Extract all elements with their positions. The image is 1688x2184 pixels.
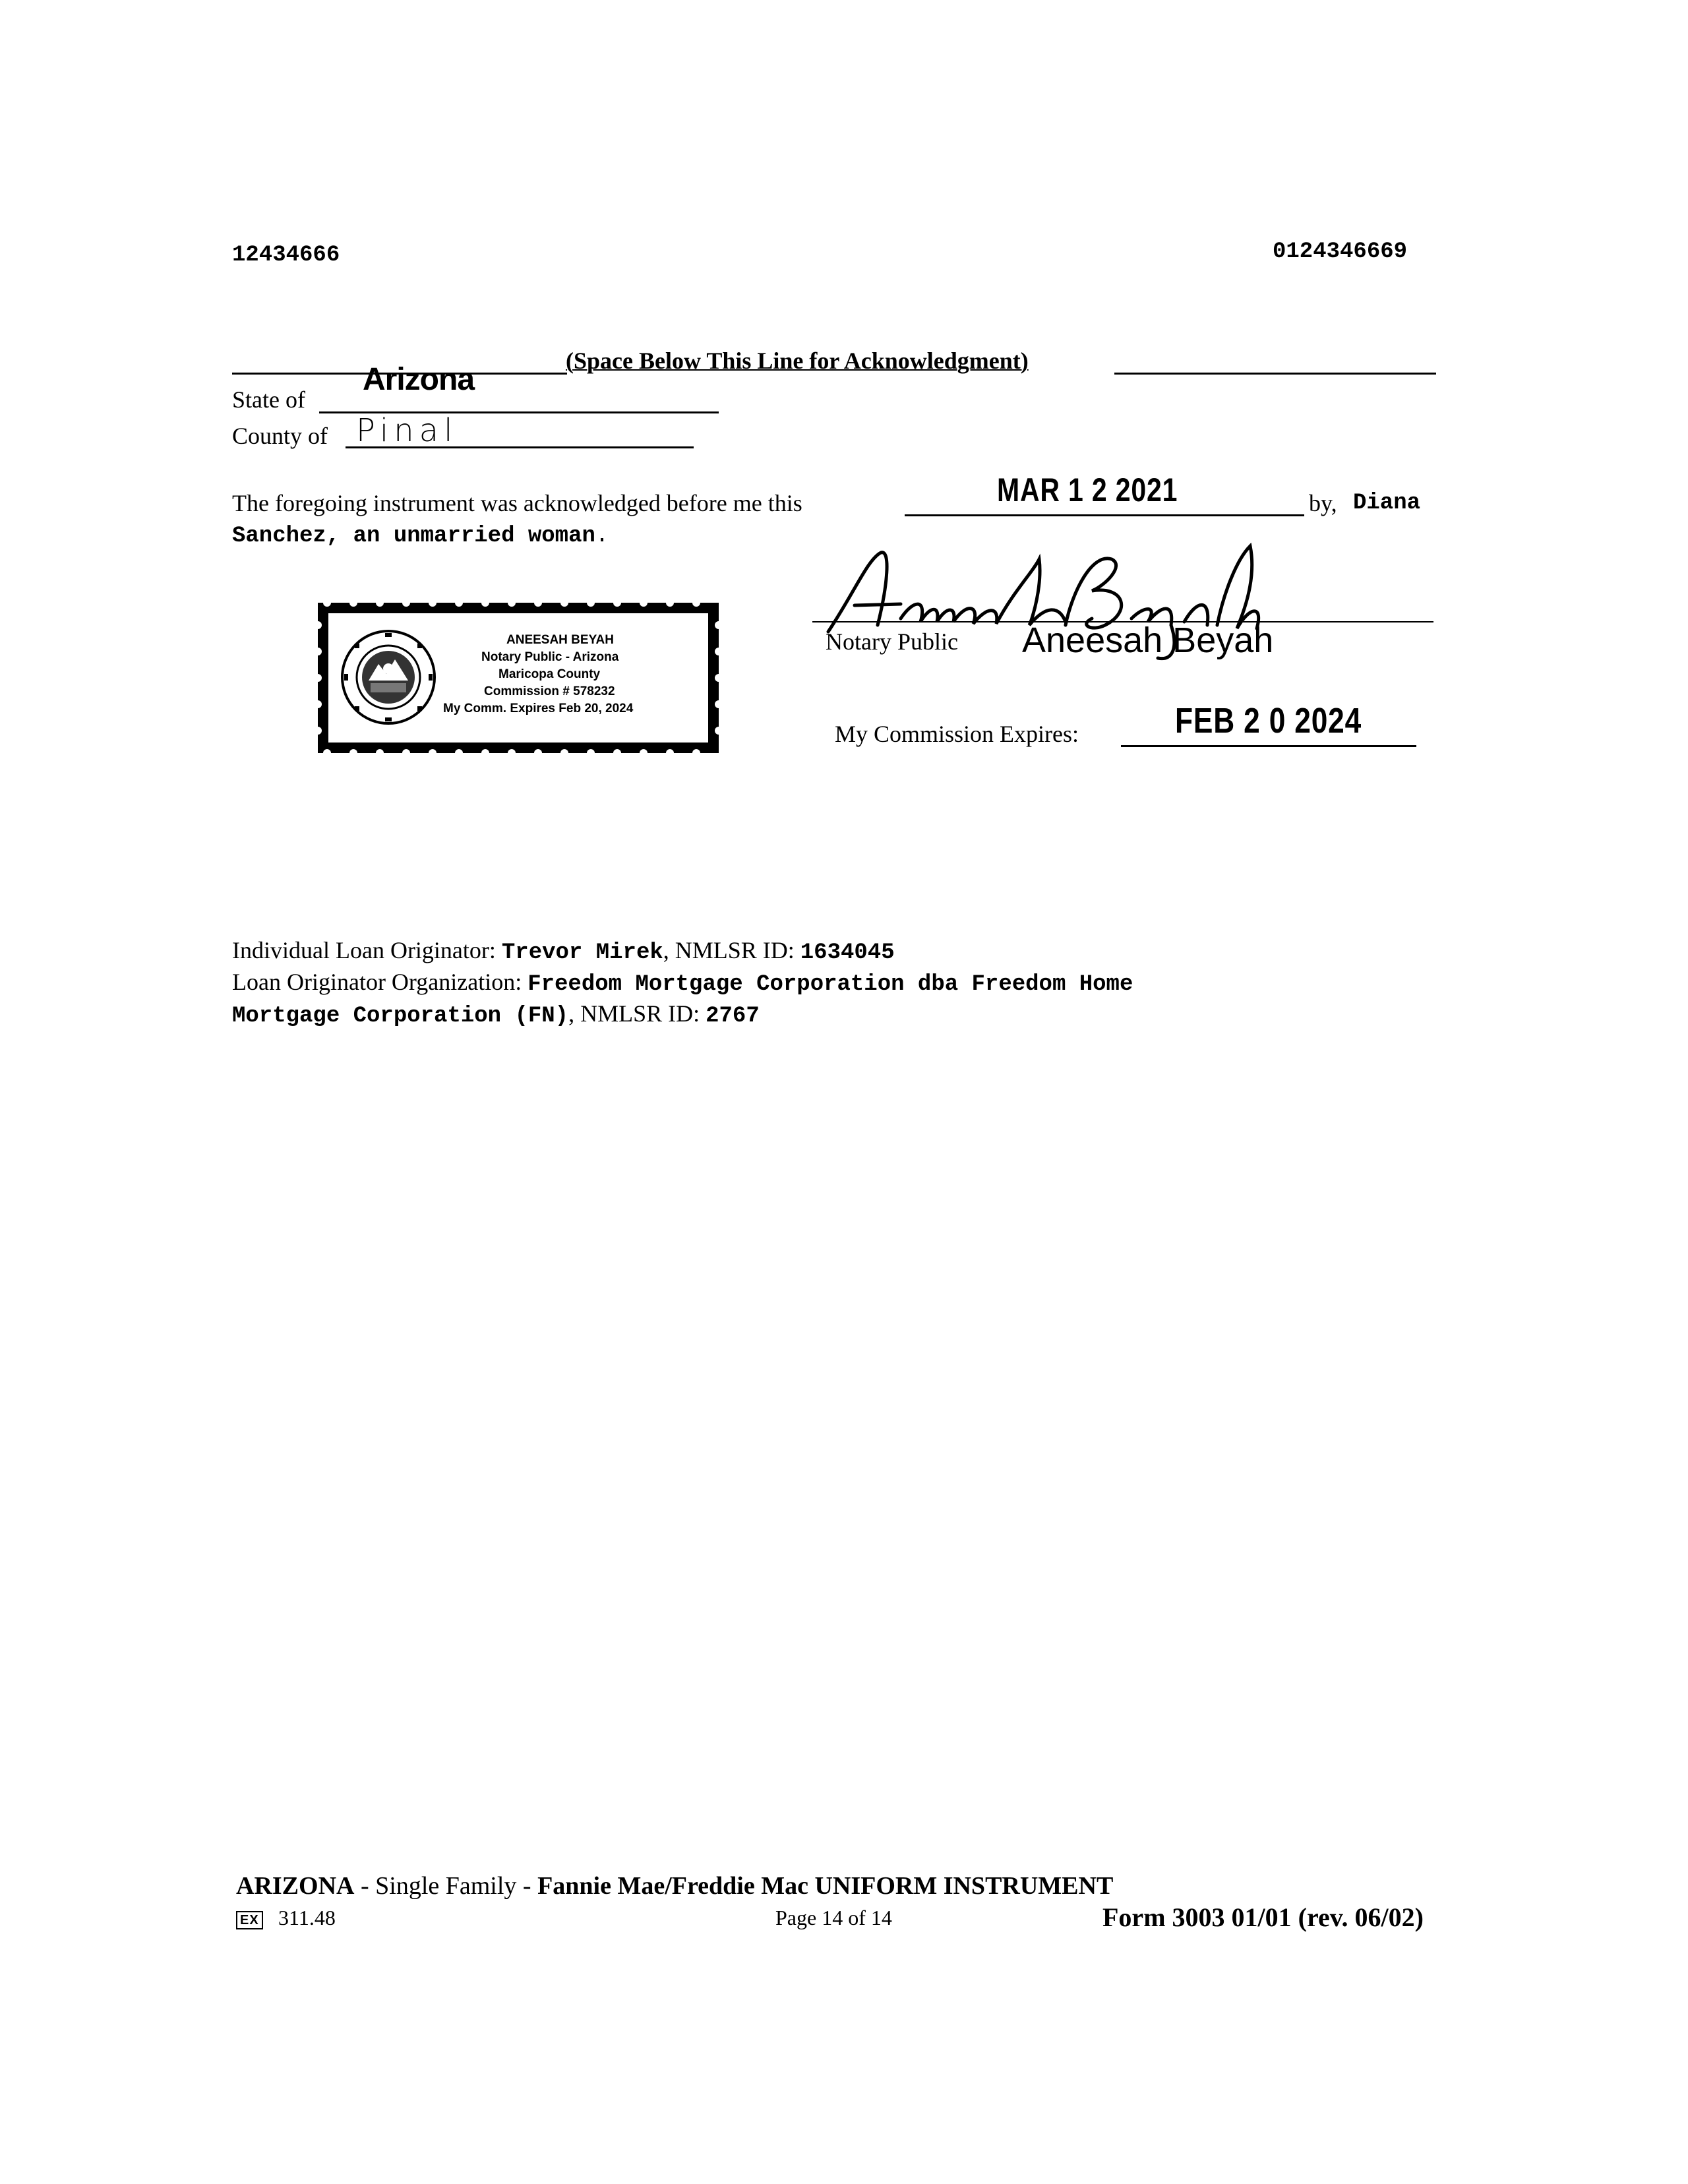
county-value: Pinal [356, 412, 458, 449]
acknowledgment-sentence: The foregoing instrument was acknowledged before me this [232, 490, 802, 516]
signer-period: . [595, 524, 609, 549]
individual-originator-line [232, 936, 895, 965]
footer-title [236, 1871, 1113, 1900]
state-value: Arizona [363, 362, 475, 397]
state-label: State of [232, 386, 305, 413]
acknowledged-date: MAR 1 2 2021 [997, 471, 1178, 508]
org-originator-name-line2: Mortgage Corporation (FN) [232, 1004, 569, 1029]
stamp-expires: My Comm. Expires Feb 20, 2024 [443, 702, 634, 715]
acknowledgment-heading: (Space Below This Line for Acknowledgment) [566, 348, 1029, 374]
individual-nmlsr-id: 1634045 [800, 940, 895, 965]
stamp-title: Notary Public - Arizona [481, 650, 619, 664]
individual-originator-label: Individual Loan Originator: [232, 937, 496, 963]
org-originator-line2 [232, 1000, 760, 1029]
org-originator-name-line1: Freedom Mortgage Corporation dba Freedom Home [528, 972, 1133, 997]
notary-stamp [314, 599, 723, 757]
org-originator-label: Loan Originator Organization: [232, 969, 522, 995]
org-nmlsr-id: 2767 [706, 1004, 760, 1029]
footer-separator: - Single Family - [354, 1872, 538, 1900]
footer-form-number: Form 3003 01/01 (rev. 06/02) [1102, 1902, 1424, 1932]
org-nmlsr-label: , NMLSR ID: [568, 1000, 700, 1027]
notary-role-label: Notary Public [826, 628, 958, 655]
footer-state: ARIZONA [236, 1872, 355, 1900]
signer-rest: Sanchez, an unmarried woman [232, 524, 595, 549]
notary-printed-name: Aneesah Beyah [1022, 621, 1274, 660]
stamp-commission: Commission # 578232 [484, 684, 615, 698]
min-number: 0124346669 [1273, 239, 1408, 264]
notary-signature-text: Aneesah Beyah [815, 524, 881, 535]
stamp-county: Maricopa County [498, 667, 601, 681]
commission-label: My Commission Expires: [835, 721, 1079, 747]
footer-code-badge: EX [236, 1911, 263, 1929]
signer-description [232, 524, 609, 549]
individual-nmlsr-label: , NMLSR ID: [663, 937, 795, 963]
stamp-name: ANEESAH BEYAH [506, 633, 614, 647]
commission-line [1121, 745, 1416, 747]
footer-code: 311.48 [278, 1906, 336, 1929]
commission-expires: FEB 2 0 2024 [1175, 701, 1362, 741]
footer-page-number: Page 14 of 14 [775, 1906, 892, 1929]
footer-instrument: Fannie Mae/Freddie Mac UNIFORM INSTRUMENT [537, 1872, 1114, 1900]
date-line [905, 514, 1304, 516]
by-label: by, [1309, 490, 1337, 516]
loan-number: 12434666 [232, 243, 340, 268]
county-label: County of [232, 423, 328, 449]
individual-originator-name: Trevor Mirek [501, 940, 663, 965]
signer-first-name: Diana [1353, 491, 1421, 516]
arizona-seal-icon [339, 628, 438, 727]
divider-line-right [1114, 373, 1436, 375]
org-originator-line1 [232, 968, 1133, 997]
